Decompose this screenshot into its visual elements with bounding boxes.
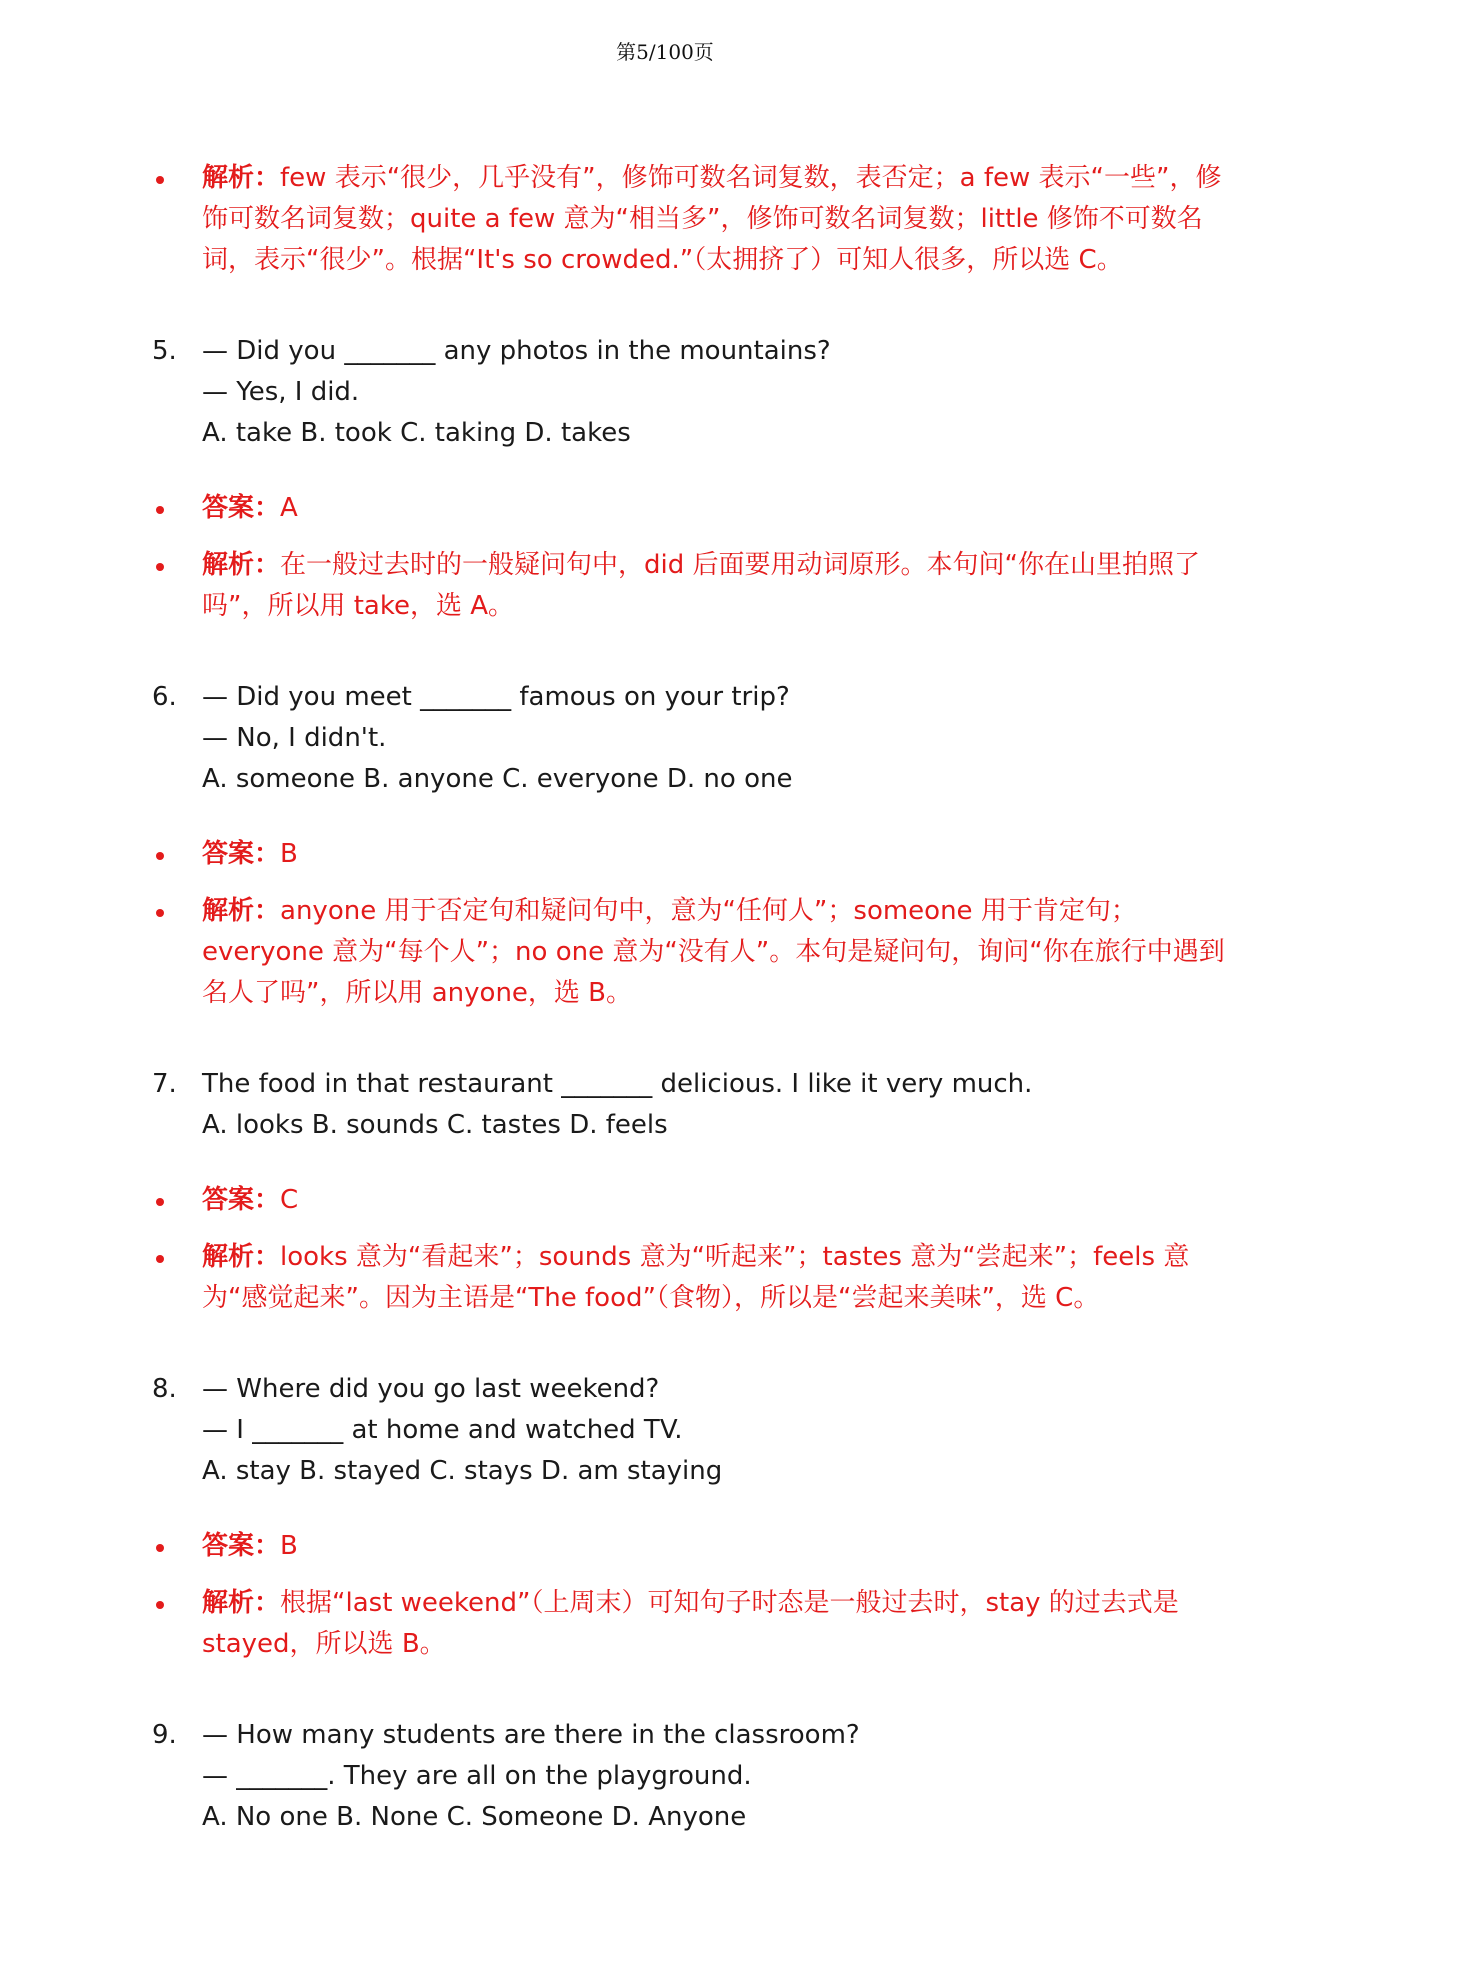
answer-label: 答案： [202,1531,281,1561]
question-options: A. looks B. sounds C. tastes D. feels [202,1110,668,1140]
question-number: 8. [152,1374,177,1404]
question-line: — _______. They are all on the playground. [202,1761,752,1791]
question-number: 9. [152,1720,177,1750]
question-number: 7. [152,1069,177,1099]
question-item [152,1369,1237,1492]
document-content [152,158,1237,1872]
question-options: A. stay B. stayed C. stays D. am staying [202,1456,723,1486]
question-line: — How many students are there in the classroom? [202,1720,860,1750]
question-item [152,677,1237,800]
explanation-item [152,1583,1237,1665]
answer-item [152,834,1237,875]
explanation-label: 解析： [202,550,281,580]
question-line: — Did you meet _______ famous on your trip? [202,682,790,712]
answer-text: B [280,839,298,869]
explanation-text: 根据“last weekend”（上周末）可知句子时态是一般过去时，stay 的过去式是 stayed，所以选 B。 [202,1588,1179,1659]
explanation-item [152,1237,1237,1319]
answer-label: 答案： [202,839,281,869]
question-line: — No, I didn't. [202,723,387,753]
explanation-label: 解析： [202,896,281,926]
explanation-item [152,891,1237,1014]
question-line: — Yes, I did. [202,377,360,407]
question-number: 6. [152,682,177,712]
answer-text: A [280,493,298,523]
explanation-text: looks 意为“看起来”；sounds 意为“听起来”；tastes 意为“尝起来”；feels 意为“感觉起来”。因为主语是“The food”（食物），所以是“尝起来美味”，选 C。 [202,1242,1190,1313]
explanation-text: anyone 用于否定句和疑问句中，意为“任何人”；someone 用于肯定句；everyone 意为“每个人”；no one 意为“没有人”。本句是疑问句，询问“你在旅行中遇到名人了吗”，所以用 anyone，选 B。 [202,896,1225,1008]
question-item [152,1715,1237,1838]
question-line: The food in that restaurant _______ delicious. I like it very much. [202,1069,1033,1099]
answer-item [152,1526,1237,1567]
question-item [152,1064,1237,1146]
question-item [152,331,1237,454]
answer-text: B [280,1531,298,1561]
question-options: A. take B. took C. taking D. takes [202,418,631,448]
answer-item [152,488,1237,529]
answer-label: 答案： [202,1185,281,1215]
page-number-header: 第5/100页 [616,40,714,64]
explanation-text: few 表示“很少，几乎没有”，修饰可数名词复数，表否定；a few 表示“一些”，修饰可数名词复数；quite a few 意为“相当多”，修饰可数名词复数；little 修饰不可数名词，表示“很少”。根据“It's so crowded.”（太拥挤了）可知人很多，所以选 C。 [202,163,1222,275]
question-line: — Where did you go last weekend? [202,1374,660,1404]
explanation-item [152,158,1237,281]
explanation-item [152,545,1237,627]
question-number: 5. [152,336,177,366]
question-options: A. No one B. None C. Someone D. Anyone [202,1802,747,1832]
question-line: — Did you _______ any photos in the mountains? [202,336,831,366]
answer-item [152,1180,1237,1221]
question-options: A. someone B. anyone C. everyone D. no one [202,764,793,794]
answer-label: 答案： [202,493,281,523]
explanation-label: 解析： [202,163,281,193]
explanation-label: 解析： [202,1242,281,1272]
question-line: — I _______ at home and watched TV. [202,1415,683,1445]
explanation-text: 在一般过去时的一般疑问句中，did 后面要用动词原形。本句问“你在山里拍照了吗”，所以用 take，选 A。 [202,550,1200,621]
explanation-label: 解析： [202,1588,281,1618]
answer-text: C [280,1185,299,1215]
